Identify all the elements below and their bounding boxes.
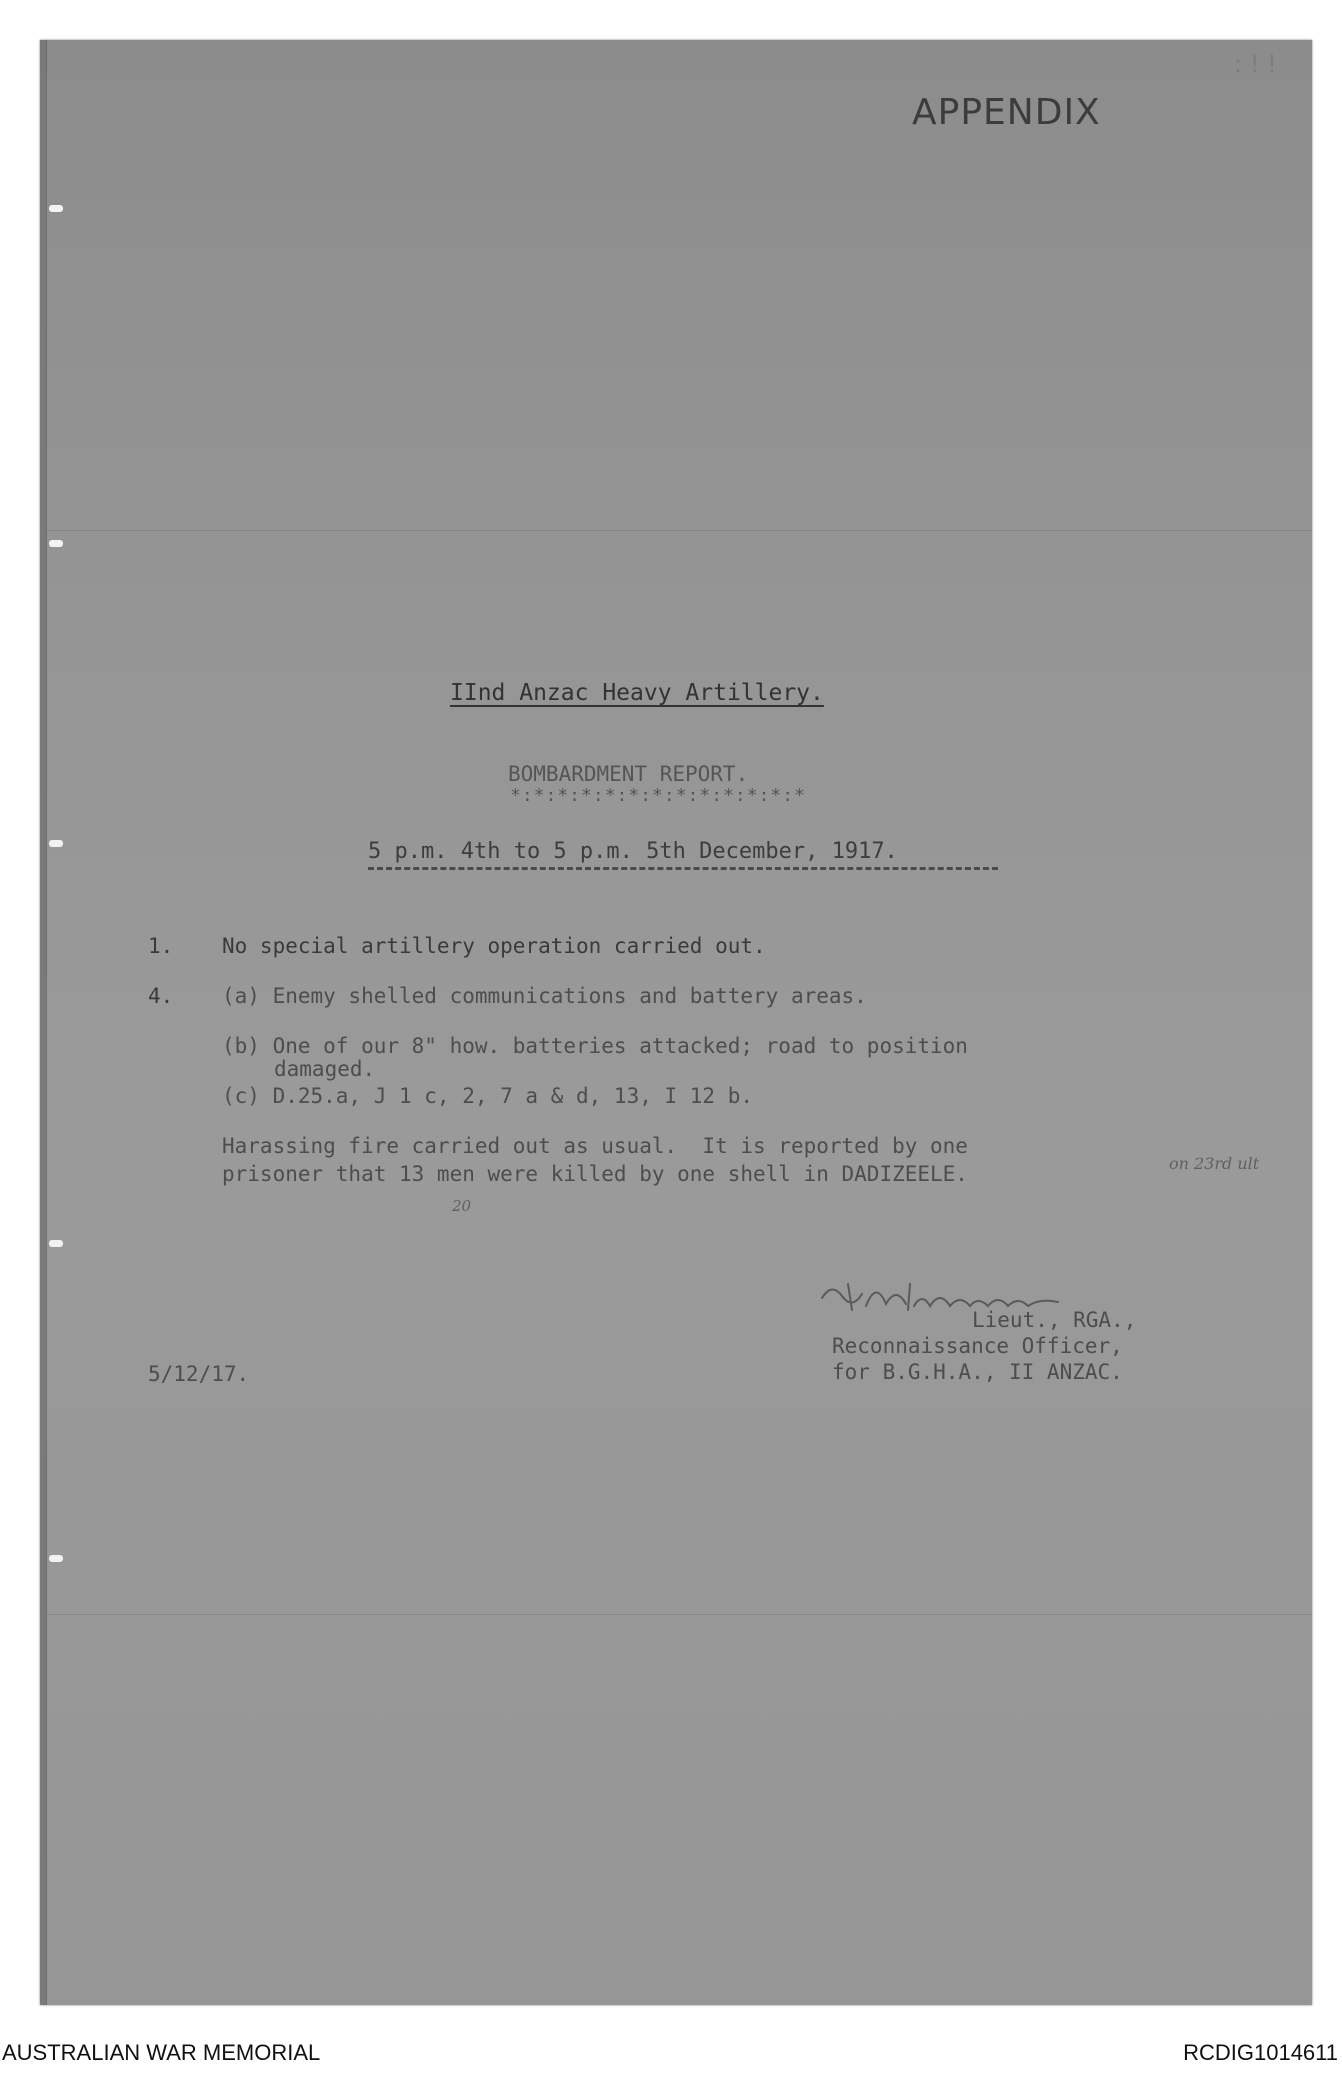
page-fold-line [46,530,1312,531]
report-subtitle: BOMBARDMENT REPORT. [508,762,749,786]
item-subitem-b: (b) One of our 8" how. batteries attacked; road to position [222,1034,968,1058]
binding-hole [49,840,63,847]
signatory-office: Reconnaissance Officer, [832,1334,1123,1358]
page-fold-line [46,1614,1312,1615]
binding-hole [49,205,63,212]
item-number: 1. [148,934,174,958]
archive-credit: AUSTRALIAN WAR MEMORIAL [2,2040,321,2065]
handwritten-margin-note: on 23rd ult [1169,1154,1260,1173]
binding-hole [49,1555,63,1562]
harassing-fire-paragraph: prisoner that 13 men were killed by one shell in DADIZEELE. [222,1162,968,1186]
item-text: No special artillery operation carried out. [222,934,766,958]
document-title: IInd Anzac Heavy Artillery. [450,680,824,706]
dashed-rule [368,867,998,870]
corner-mark: : ! ! [1234,50,1277,78]
item-subitem-b-continued: damaged. [274,1057,376,1081]
appendix-stamp: APPENDIX [912,92,1101,133]
report-date-range: 5 p.m. 4th to 5 p.m. 5th December, 1917. [368,839,898,864]
binding-hole [49,1240,63,1247]
archive-identifier: RCDIG1014611 [1183,2040,1338,2065]
report-date: 5/12/17. [148,1362,250,1386]
signatory-for-line: for B.G.H.A., II ANZAC. [832,1360,1123,1384]
binding-hole [49,540,63,547]
item-number: 4. [148,984,174,1008]
harassing-fire-paragraph: Harassing fire carried out as usual. It is reported by one [222,1134,968,1158]
document-page [40,40,1312,2005]
item-subitem-c: (c) D.25.a, J 1 c, 2, 7 a & d, 13, I 12 b. [222,1084,754,1108]
signatory-rank: Lieut., RGA., [972,1308,1137,1332]
handwritten-correction: 20 [452,1197,472,1215]
decorative-stars: *:*:*:*:*:*:*:*:*:*:*:*:* [510,785,806,806]
item-subitem-a: (a) Enemy shelled communications and battery areas. [222,984,867,1008]
